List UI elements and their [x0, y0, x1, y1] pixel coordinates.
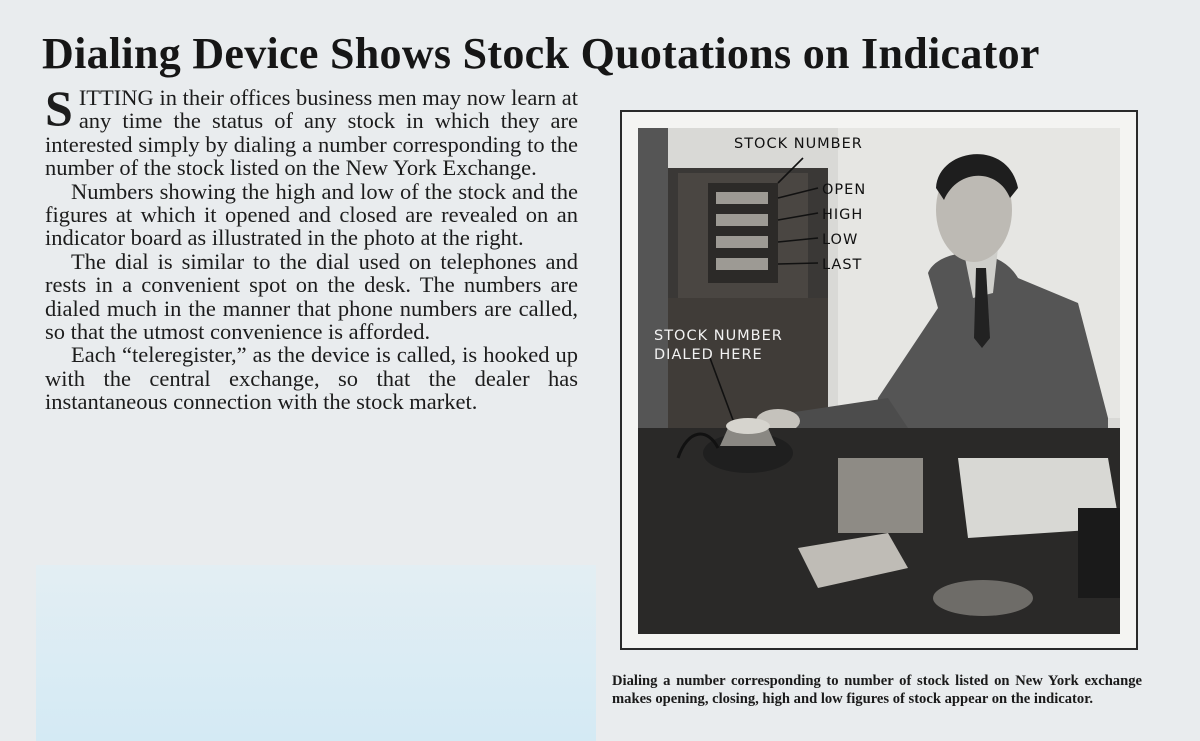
cabinet-base — [668, 298, 828, 428]
desk-pad — [838, 458, 923, 533]
label-stock-number: STOCK NUMBER — [734, 136, 863, 152]
article-paragraph-3: The dial is similar to the dial used on telephones and rests in a convenient spot on the desk. The numbers are dialed much in the manner that phone numbers are called, so that the utmost convenience is afforded. — [45, 248, 578, 345]
article-paragraph-1 — [45, 80, 578, 181]
paragraph-1-text: ITTING in their offices business men may now learn at any time the status of any stock in which they are interested simply by dialing a number corresponding to the number of the stock listed on the New York Exchange. — [45, 85, 578, 181]
photo-frame — [620, 110, 1138, 650]
photo-illustration — [638, 128, 1120, 634]
article-paragraph-4: Each “teleregister,” as the device is called, is hooked up with the central exchange, so that the dealer has instantaneous connection with the stock market. — [45, 342, 578, 415]
drop-cap: S — [45, 80, 73, 136]
article-body — [45, 80, 578, 415]
desk-box — [1078, 508, 1120, 598]
label-high: HIGH — [822, 207, 864, 223]
headline: Dialing Device Shows Stock Quotations on Indicator — [42, 29, 1040, 78]
label-dialed-line-2: DIALED HERE — [654, 347, 763, 363]
article-paragraph-2: Numbers showing the high and low of the stock and the figures at which it opened and closed are revealed on an indicator board as illustrated in the photo at the right. — [45, 178, 578, 251]
photograph — [638, 128, 1120, 634]
label-dialed-line-1: STOCK NUMBER — [654, 328, 783, 344]
dial-face — [726, 418, 770, 434]
ashtray — [933, 580, 1033, 616]
indicator-cabinet — [668, 168, 828, 428]
photo-caption: Dialing a number corresponding to number of stock listed on New York exchange makes opening, closing, high and low figures of stock appear on the indicator. — [612, 673, 1142, 707]
label-last: LAST — [822, 257, 863, 273]
label-open: OPEN — [822, 182, 867, 198]
background-tint — [36, 565, 596, 741]
label-low: LOW — [822, 232, 859, 248]
left-cabinet-edge — [638, 128, 668, 428]
